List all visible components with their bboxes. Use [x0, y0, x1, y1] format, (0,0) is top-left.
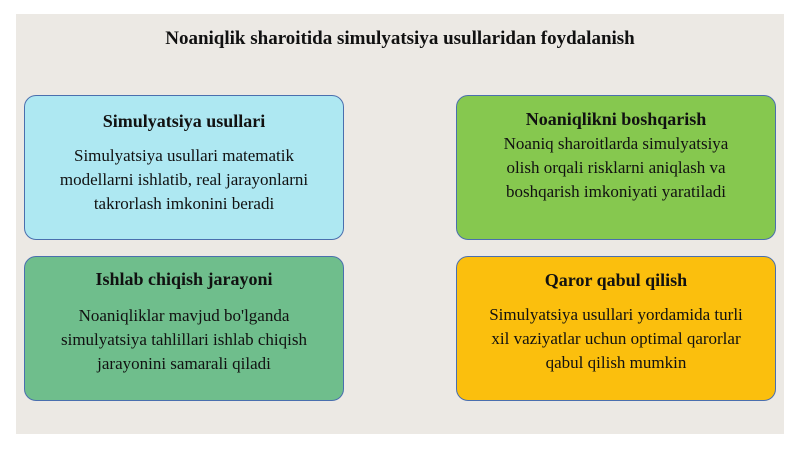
card-body-line: xil vaziyatlar uchun optimal qarorlar: [491, 329, 741, 348]
card-body-line: boshqarish imkoniyati yaratiladi: [505, 182, 726, 201]
card-body-line: jarayonini samarali qiladi: [97, 354, 271, 373]
card-body-line: olish orqali risklarni aniqlash va: [506, 158, 726, 177]
card-heading: Simulyatsiya usullari: [102, 111, 266, 131]
diagram-title: Noaniqlik sharoitida simulyatsiya usullaridan foydalanish: [165, 28, 635, 49]
card-body-line: simulyatsiya tahlillari ishlab chiqish: [61, 330, 307, 349]
card-body-line: Noaniqliklar mavjud bo'lganda: [78, 306, 290, 325]
card-body-line: takrorlash imkonini beradi: [93, 194, 275, 213]
card-heading: Qaror qabul qilish: [544, 270, 688, 290]
card-body: [25, 144, 343, 216]
card-body-line: Simulyatsiya usullari matematik: [73, 146, 295, 165]
card-body-line: modellarni ishlatib, real jarayonlarni: [59, 170, 309, 189]
card-decision-making: [456, 256, 776, 401]
card-body-line: qabul qilish mumkin: [545, 353, 687, 372]
card-production-process: [24, 256, 344, 401]
card-body-line: Noaniq sharoitlarda simulyatsiya: [503, 134, 729, 153]
card-heading: Noaniqlikni boshqarish: [525, 109, 707, 129]
card-uncertainty-management: [456, 95, 776, 240]
card-body-line: Simulyatsiya usullari yordamida turli: [489, 305, 743, 324]
card-simulation-methods: [24, 95, 344, 240]
card-heading: Ishlab chiqish jarayoni: [95, 269, 273, 289]
diagram-canvas: [16, 14, 784, 434]
card-body: [457, 132, 775, 204]
card-body: [25, 304, 343, 376]
card-body: [457, 303, 775, 375]
